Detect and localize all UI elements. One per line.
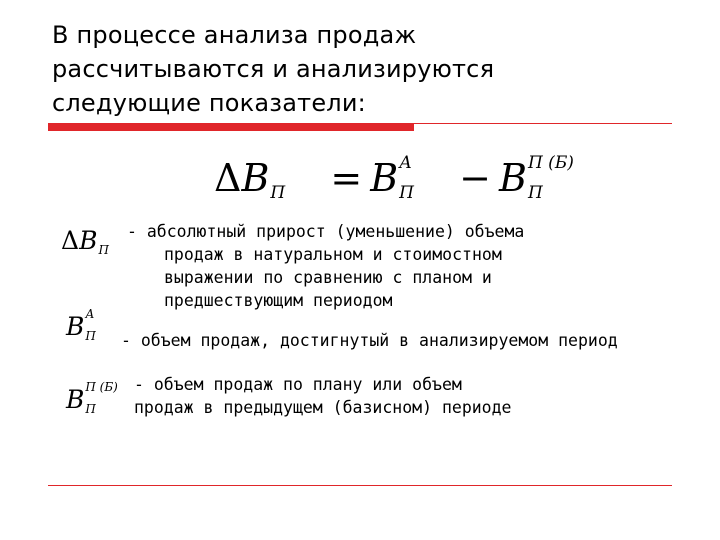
formula-term1-symbol: B <box>370 156 399 200</box>
definition-2-symbol <box>66 307 121 345</box>
formula-term1-subscript: П <box>399 183 414 203</box>
definition-2-subscript: П <box>85 329 96 343</box>
formula-term2-index <box>527 153 580 203</box>
title-underline-thin <box>414 123 672 124</box>
definition-2-line-1: - объем продаж, достигнутый в анализируемом период <box>121 331 618 350</box>
definition-3-index <box>85 380 121 418</box>
formula-left-subscript: П <box>270 183 286 203</box>
definition-3-line-2: продаж в предыдущем (базисном) периоде <box>134 398 512 417</box>
title-line-2: рассчитываются и анализируются <box>52 55 495 83</box>
title-underline-thick <box>48 123 414 131</box>
definition-1-delta: Δ <box>61 226 80 255</box>
formula-delta: Δ <box>214 156 242 200</box>
definition-3-text <box>134 373 512 419</box>
definition-1-line-3: выражении по сравнению с планом и <box>164 268 492 287</box>
slide-title <box>52 18 672 120</box>
definition-2-superscript: А <box>85 307 95 321</box>
definition-3-symbol <box>66 380 121 418</box>
definition-1-subscript: П <box>98 243 109 257</box>
footer-divider <box>48 485 672 486</box>
title-line-1: В процессе анализа продаж <box>52 21 417 49</box>
definition-2-index <box>85 307 121 345</box>
definition-2-text <box>121 329 618 352</box>
formula-term1-superscript: А <box>399 153 413 173</box>
definition-2-letter: B <box>66 312 85 341</box>
definition-1-line-1: - абсолютный прирост (уменьшение) объема <box>127 222 525 241</box>
definition-3-letter: B <box>66 385 85 414</box>
formula-minus: − <box>459 156 492 200</box>
main-formula <box>214 150 580 206</box>
formula-term2-superscript: П (Б) <box>527 153 574 173</box>
formula-term2-subscript: П <box>527 183 543 203</box>
formula-left-index <box>270 163 322 203</box>
definition-1-text <box>127 220 524 312</box>
definition-3-line-1: - объем продаж по плану или объем <box>134 375 462 394</box>
definition-3-subscript: П <box>85 402 96 416</box>
definition-1-letter: B <box>79 226 98 255</box>
definition-1-symbol <box>61 226 134 259</box>
formula-left-symbol: B <box>241 156 270 200</box>
formula-term2-symbol: B <box>499 156 527 200</box>
definition-3-superscript: П (Б) <box>85 380 118 394</box>
formula-term1-index <box>399 153 451 203</box>
definition-1-line-2: продаж в натуральном и стоимостном <box>164 245 502 264</box>
definition-1-line-4: предшествующим периодом <box>164 291 393 310</box>
formula-equals: = <box>330 156 363 200</box>
title-line-3: следующие показатели: <box>52 89 366 117</box>
